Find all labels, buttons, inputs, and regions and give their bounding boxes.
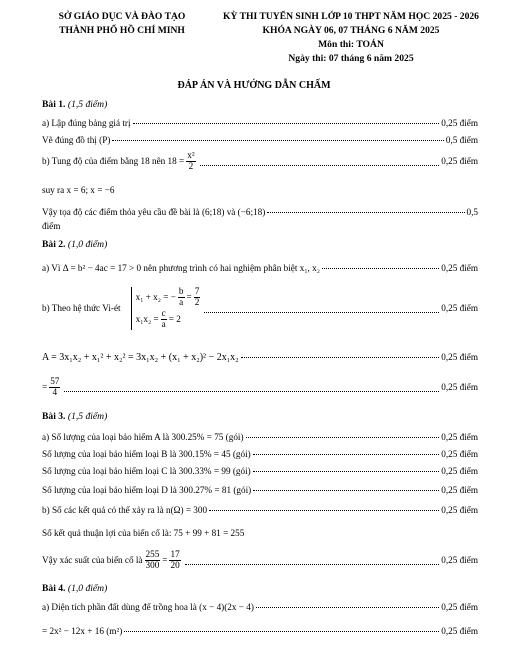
subject: Môn thi: TOÁN xyxy=(318,39,384,50)
bai2-b-row: b) Theo hệ thức Vi-ét x₁ + x₂ = − $\frac{b}{a}$ = $\frac{7}{2}$ x₁x₂ = $\frac{c}{a}$ = 2 0,25 điểm xyxy=(42,286,478,329)
viet-system: x₁ + x₂ = − $\frac{b}{a}$ = $\frac{7}{2}$ x₁x₂ = $\frac{c}{a}$ = 2 xyxy=(131,287,203,330)
bai1-b-row: b) Tung độ của điểm bằng 18 nên 18 = $\frac{\text{x²}}{2}$ 0,25 điểm xyxy=(42,150,478,171)
bai3-line-c: Số lượng của loại bảo hiểm loại C là 300.33% = 99 (gói) 0,25 điểm xyxy=(42,466,478,476)
header-left xyxy=(42,10,202,38)
bai3-favorable: Số kết quả thuận lợi của biến cố là: 75 + 99 + 81 = 255 xyxy=(42,528,245,538)
department-name: SỞ GIÁO DỤC VÀ ĐÀO TẠO xyxy=(58,11,186,22)
bai2-a-row: a) Vì Δ = b² − 4ac = 17 > 0 nên phương trình có hai nghiệm phân biệt x₁, x₂ 0,25 điểm xyxy=(42,263,478,273)
bai3-line-b: Số lượng của loại bảo hiểm loại B là 300.15% = 45 (gói) 0,25 điểm xyxy=(42,449,478,459)
bai1-vay-unit: điểm xyxy=(42,221,61,231)
bai3-line-a: a) Số lượng của loại bảo hiểm A là 300.25% = 75 (gói) 0,25 điểm xyxy=(42,432,478,442)
bai2-result-row: = $\frac{57}{4}$ 0,25 điểm xyxy=(42,376,478,397)
bai1-suy-ra: suy ra x = 6; x = −6 xyxy=(42,185,115,195)
bai4-heading: Bài 4. (1,0 điểm) xyxy=(42,583,108,594)
bai3-probability-row: Vậy xác suất của biến cố là $\frac{255}{300}$ = $\frac{17}{20}$ 0,25 điểm xyxy=(42,549,478,570)
exam-name: KỲ THI TUYỂN SINH LỚP 10 THPT NĂM HỌC 2025 - 2026 xyxy=(223,11,479,22)
exam-dates: KHÓA NGÀY 06, 07 THÁNG 6 NĂM 2025 xyxy=(262,25,440,36)
city-name: THÀNH PHỐ HỒ CHÍ MINH xyxy=(59,25,185,36)
bai1-heading: Bài 1. (1,5 điểm) xyxy=(42,99,108,110)
bai1-a-row: a) Lập đúng bảng giá trị 0,25 điểm xyxy=(42,118,478,128)
bai4-a-row: a) Diện tích phần đất dùng để trồng hoa là (x − 4)(2x − 4) 0,25 điểm xyxy=(42,602,478,612)
bai1-vay-row: Vậy tọa độ các điểm thỏa yêu cầu đề bài là (6;18) và (−6;18) 0,5 xyxy=(42,207,478,217)
page-title: ĐÁP ÁN VÀ HƯỚNG DẪN CHẤM xyxy=(177,80,331,91)
exam-day: Ngày thi: 07 tháng 6 năm 2025 xyxy=(288,53,414,64)
bai1-graph-row: Vẽ đúng đồ thị (P) 0,5 điểm xyxy=(42,135,478,145)
bai2-heading: Bài 2. (1,0 điểm) xyxy=(42,239,108,250)
bai3-line-d: Số lượng của loại bảo hiểm loại D là 300.27% = 81 (gói) 0,25 điểm xyxy=(42,485,478,495)
bai3-heading: Bài 3. (1,5 điểm) xyxy=(42,411,108,422)
bai2-A-row: A = 3x₁x₂ + x₁² + x₂² = 3x₁x₂ + (x₁ + x₂)² − 2x₁x₂ 0,25 điểm xyxy=(42,352,478,363)
bai3-line-omega: b) Số các kết quả có thể xảy ra là n(Ω) = 300 0,25 điểm xyxy=(42,505,478,515)
bai4-a2-row: = 2x² − 12x + 16 (m²) 0,25 điểm xyxy=(42,626,478,636)
header-right xyxy=(206,10,496,66)
fraction: $\frac{\text{x²}}{2}$ xyxy=(187,150,195,171)
